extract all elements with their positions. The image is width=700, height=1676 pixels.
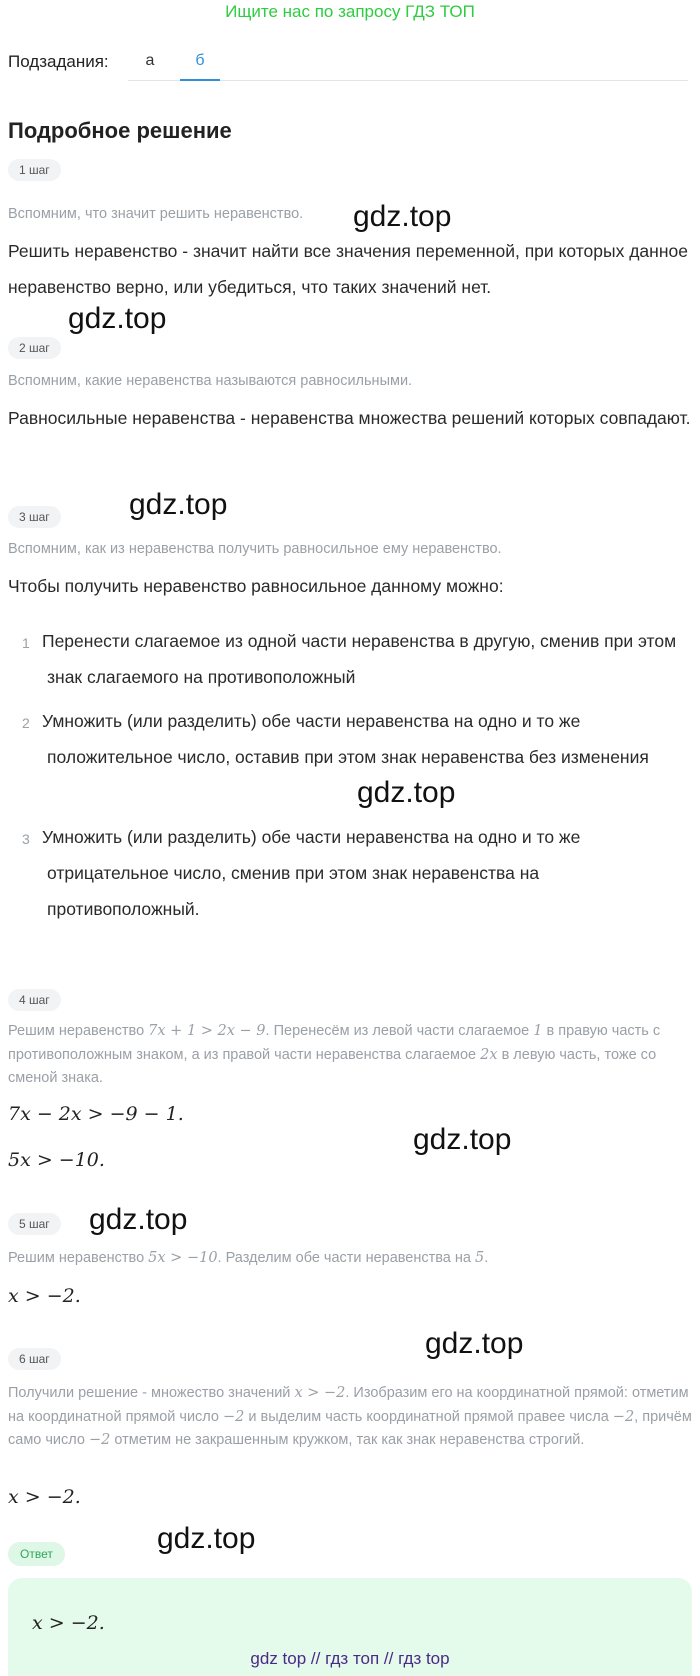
hint-text: , причём само число xyxy=(8,1408,692,1448)
tab-subtask-a[interactable]: а xyxy=(145,52,155,69)
list-text: Умножить (или разделить) обе части неравенства на одно и то же положительное число, оставив при этом знак неравенства без изменения xyxy=(42,711,649,767)
step-5-hint xyxy=(8,1247,692,1271)
step-badge-6: 6 шаг xyxy=(8,1348,61,1370)
list-number: 3 xyxy=(22,831,30,847)
step-badge-4: 4 шаг xyxy=(8,989,61,1011)
step-3-text: Чтобы получить неравенство равносильное данному можно: xyxy=(8,576,504,596)
hint-math: −2 xyxy=(89,1432,111,1448)
step-2-hint: Вспомним, какие неравенства называются равносильными. xyxy=(8,373,413,389)
search-banner[interactable]: Ищите нас по запросу ГДЗ ТОП xyxy=(225,2,475,21)
hint-math: 2x xyxy=(480,1046,498,1063)
step-1-text: Решить неравенство - значит найти все значения переменной, при которых данное неравенство верно, или убедиться, что таких значений нет. xyxy=(8,241,688,297)
step-5-math: x > −2. xyxy=(8,1285,81,1307)
hint-text: Получили решение - множество значений xyxy=(8,1385,295,1401)
section-title: Подробное решение xyxy=(8,118,232,143)
answer-badge: Ответ xyxy=(8,1542,65,1566)
step-2-text: Равносильные неравенства - неравенства множества решений которых совпадают. xyxy=(8,408,691,428)
hint-text: Решим неравенство xyxy=(8,1023,149,1039)
hint-math: 5x > −10 xyxy=(148,1250,218,1266)
list-text: Умножить (или разделить) обе части неравенства на одно и то же отрицательное число, сменив при этом знак неравенства на противоположный. xyxy=(42,827,581,919)
active-tab-indicator xyxy=(180,79,220,81)
answer-math: x > −2. xyxy=(32,1612,105,1634)
hint-math: 5 xyxy=(475,1250,485,1266)
watermark: gdz.top xyxy=(425,1327,524,1360)
list-text: Перенести слагаемое из одной части неравенства в другую, сменив при этом знак слагаемого на противоположный xyxy=(42,631,677,687)
hint-text: . xyxy=(484,1250,489,1266)
watermark: gdz.top xyxy=(357,776,456,809)
list-item-3 xyxy=(22,819,682,927)
hint-text: Решим неравенство xyxy=(8,1250,149,1266)
watermark: gdz.top xyxy=(157,1522,256,1555)
hint-math: x > −2 xyxy=(294,1385,346,1401)
watermark: gdz.top xyxy=(413,1123,512,1156)
watermark: gdz.top xyxy=(353,200,452,233)
step-badge-1: 1 шаг xyxy=(8,159,61,181)
step-3-hint: Вспомним, как из неравенства получить равносильное ему неравенство. xyxy=(8,541,502,557)
hint-text: в правую часть с противоположным знаком, а из правой части неравенства слагаемое xyxy=(8,1023,661,1063)
hint-text: . Перенесём из левой части слагаемое xyxy=(265,1023,534,1039)
list-item-1 xyxy=(22,623,682,695)
hint-math: 1 xyxy=(533,1023,543,1039)
hint-text: в левую часть, тоже со сменой знака. xyxy=(8,1046,657,1086)
step-4-math-1: 7x − 2x > −9 − 1. xyxy=(8,1103,184,1125)
hint-text: отметим не закрашенным кружком, так как знак неравенства строгий. xyxy=(110,1432,585,1448)
hint-math: 7x + 1 > 2x − 9 xyxy=(148,1023,266,1039)
subtasks-label: Подзадания: xyxy=(8,52,109,71)
step-4-hint xyxy=(8,1020,692,1091)
watermark: gdz.top xyxy=(89,1203,188,1236)
hint-math: −2 xyxy=(612,1408,635,1425)
step-6-hint xyxy=(8,1382,692,1453)
list-number: 1 xyxy=(22,635,30,651)
watermark: gdz.top xyxy=(68,302,167,335)
step-badge-2: 2 шаг xyxy=(8,337,61,359)
step-1-hint: Вспомним, что значит решить неравенство. xyxy=(8,206,304,222)
step-badge-5: 5 шаг xyxy=(8,1213,61,1235)
list-item-2 xyxy=(22,703,682,775)
hint-math: −2 xyxy=(223,1408,245,1425)
hint-text: . Разделим обе части неравенства на xyxy=(217,1250,475,1266)
step-6-math: x > −2. xyxy=(8,1486,81,1508)
tab-subtask-b[interactable]: б xyxy=(195,52,205,69)
list-number: 2 xyxy=(22,715,30,731)
step-4-math-2: 5x > −10. xyxy=(8,1149,105,1171)
hint-text: . Изобразим его на координатной прямой: отметим на координатной прямой число xyxy=(8,1385,689,1425)
footer-links[interactable]: gdz top // гдз топ // гдз top xyxy=(250,1649,450,1668)
hint-text: и выделим часть координатной прямой правее числа xyxy=(244,1408,613,1425)
step-badge-3: 3 шаг xyxy=(8,506,61,528)
watermark: gdz.top xyxy=(129,488,228,521)
